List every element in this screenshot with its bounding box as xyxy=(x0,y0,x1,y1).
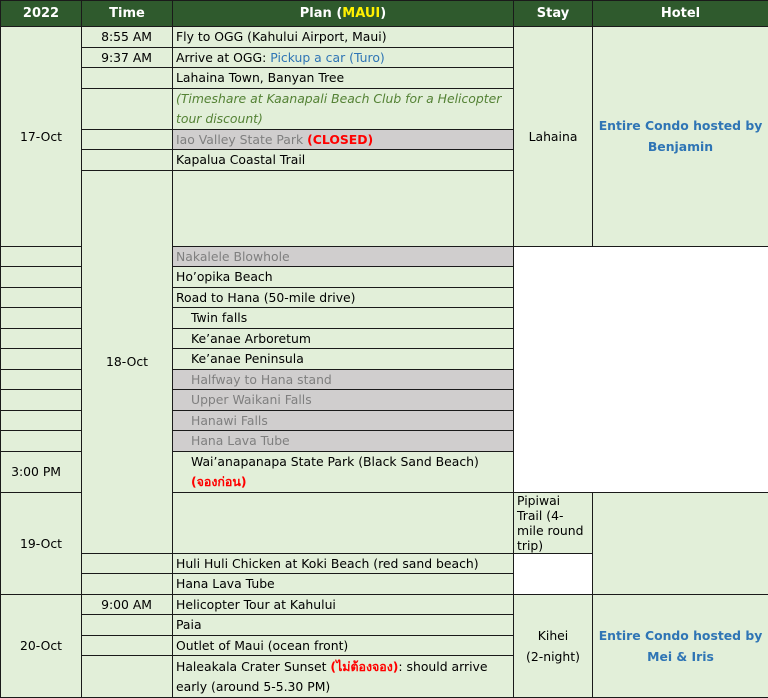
plan-cell[interactable]: Upper Waikani Falls xyxy=(173,390,514,411)
plan-cell[interactable]: Ke’anae Arboretum xyxy=(173,328,514,349)
plan-cell[interactable]: Pipiwai Trail (4-mile round trip) xyxy=(514,492,593,553)
stay-cell[interactable] xyxy=(593,492,768,594)
time-cell[interactable]: 8:55 AM xyxy=(82,27,173,48)
time-cell[interactable] xyxy=(82,553,173,574)
book-ahead-label: (จองก่อน) xyxy=(191,474,247,489)
stay-cell[interactable]: Lahaina xyxy=(514,27,593,247)
date-cell[interactable]: 19-Oct xyxy=(1,492,82,594)
time-cell[interactable] xyxy=(173,492,514,553)
stay-cell[interactable]: Kihei (2-night) xyxy=(514,594,593,698)
time-cell[interactable] xyxy=(1,349,82,370)
plan-cell[interactable]: Paia xyxy=(173,615,514,636)
plan-cell[interactable]: Arrive at OGG: Pickup a car (Turo) xyxy=(173,47,514,68)
plan-cell[interactable]: Ke’anae Peninsula xyxy=(173,349,514,370)
plan-cell[interactable]: Fly to OGG (Kahului Airport, Maui) xyxy=(173,27,514,48)
time-cell[interactable] xyxy=(173,170,514,246)
plan-cell[interactable]: Kapalua Coastal Trail xyxy=(173,150,514,171)
time-cell[interactable] xyxy=(1,390,82,411)
time-cell[interactable] xyxy=(82,574,173,595)
date-cell[interactable]: 17-Oct xyxy=(1,27,82,247)
time-cell[interactable] xyxy=(1,410,82,431)
date-cell[interactable]: 20-Oct xyxy=(1,594,82,698)
plan-cell[interactable]: Nakalele Blowhole xyxy=(173,246,514,267)
time-cell[interactable]: 9:37 AM xyxy=(82,47,173,68)
time-cell[interactable] xyxy=(1,369,82,390)
time-cell[interactable]: 3:00 PM xyxy=(1,451,82,492)
plan-cell[interactable]: Haleakala Crater Sunset (ไม่ต้องจอง): should arrive early (around 5-5.30 PM) xyxy=(173,656,514,698)
closed-label: (CLOSED) xyxy=(307,132,373,147)
header-row xyxy=(1,1,768,27)
plan-cell[interactable]: Road to Hana (50-mile drive) xyxy=(173,287,514,308)
date-cell[interactable]: 18-Oct xyxy=(82,170,173,553)
time-cell[interactable] xyxy=(82,656,173,698)
header-hotel[interactable]: Hotel xyxy=(593,1,768,27)
time-cell[interactable] xyxy=(82,635,173,656)
header-plan[interactable]: Plan (MAUI) xyxy=(173,1,514,27)
plan-cell[interactable]: Hana Lava Tube xyxy=(173,574,514,595)
plan-cell[interactable]: Helicopter Tour at Kahului xyxy=(173,594,514,615)
header-time[interactable]: Time xyxy=(82,1,173,27)
time-cell[interactable] xyxy=(82,615,173,636)
time-cell[interactable] xyxy=(1,431,82,452)
time-cell[interactable] xyxy=(1,267,82,288)
plan-cell[interactable]: Lahaina Town, Banyan Tree xyxy=(173,68,514,89)
time-cell[interactable] xyxy=(82,68,173,89)
hotel-cell[interactable]: Entire Condo hosted by Benjamin xyxy=(593,27,768,247)
table-row xyxy=(1,27,768,48)
time-cell[interactable] xyxy=(1,328,82,349)
pickup-car-link[interactable]: Pickup a car (Turo) xyxy=(270,50,384,65)
plan-cell[interactable]: Halfway to Hana stand xyxy=(173,369,514,390)
plan-cell[interactable]: Huli Huli Chicken at Koki Beach (red sand beach) xyxy=(173,553,514,574)
time-cell[interactable] xyxy=(82,129,173,150)
plan-cell[interactable]: Twin falls xyxy=(173,308,514,329)
time-cell[interactable] xyxy=(1,308,82,329)
plan-cell[interactable]: Hana Lava Tube xyxy=(173,431,514,452)
plan-cell[interactable]: Ho’opika Beach xyxy=(173,267,514,288)
header-stay[interactable]: Stay xyxy=(514,1,593,27)
plan-cell[interactable]: Wai’anapanapa State Park (Black Sand Beach) (จองก่อน) xyxy=(173,451,514,492)
time-cell[interactable] xyxy=(82,150,173,171)
table-row xyxy=(1,594,768,615)
header-plan-highlight: MAUI xyxy=(342,6,380,21)
no-booking-label: (ไม่ต้องจอง) xyxy=(330,659,398,674)
time-cell[interactable] xyxy=(1,287,82,308)
time-cell[interactable]: 9:00 AM xyxy=(82,594,173,615)
hotel-cell[interactable]: Entire Condo hosted by Mei & Iris xyxy=(593,594,768,698)
header-year[interactable]: 2022 xyxy=(1,1,82,27)
plan-cell[interactable]: Hanawi Falls xyxy=(173,410,514,431)
plan-cell[interactable]: Iao Valley State Park (CLOSED) xyxy=(173,129,514,150)
plan-cell[interactable]: Outlet of Maui (ocean front) xyxy=(173,635,514,656)
plan-cell[interactable]: (Timeshare at Kaanapali Beach Club for a Helicopter tour discount) xyxy=(173,88,514,129)
time-cell[interactable] xyxy=(82,88,173,129)
time-cell[interactable] xyxy=(1,246,82,267)
